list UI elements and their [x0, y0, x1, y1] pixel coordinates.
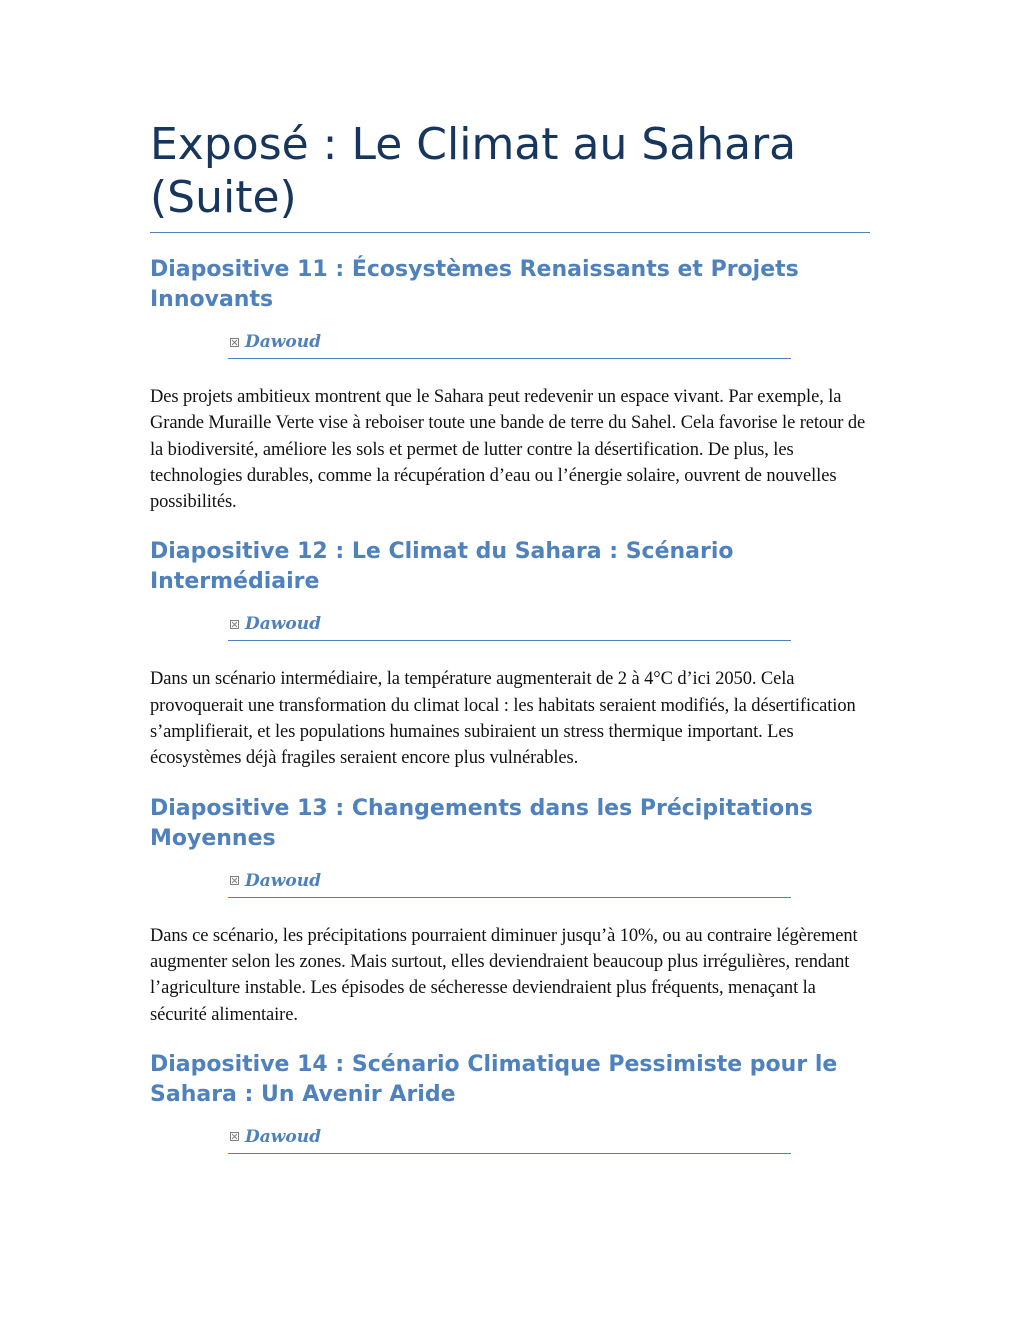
- author-name: Dawoud: [245, 332, 321, 352]
- author-name: Dawoud: [245, 870, 321, 891]
- section-text: Dans ce scénario, les précipitations pourraient diminuer jusqu’à 10%, ou au contraire légèrement augmenter selon les zones. Mais surtout, elles deviendraient beaucoup plus irrégulières, rendant l’agriculture instable. Les épisodes de sécheresse deviendraient plus fréquents, menaçant la sécurité alimentaire.: [150, 925, 858, 1025]
- section-heading: Diapositive 11 : Écosystèmes Renaissants et Projets Innovants: [150, 257, 799, 312]
- broken-image-icon: [230, 620, 239, 629]
- author-name: Dawoud: [245, 1126, 321, 1147]
- section-text: Dans un scénario intermédiaire, la température augmenterait de 2 à 4°C d’ici 2050. Cela provoquerait une transformation du climat local : les habitats seraient modifiés, la désertification s’amplifierait, et les populations humaines subiraient un stress thermique important. Les écosystèmes déjà fragiles seraient encore plus vulnérables.: [150, 669, 856, 769]
- section-heading: Diapositive 12 : Le Climat du Sahara : Scénario Intermédiaire: [150, 539, 734, 595]
- author-name: Dawoud: [245, 614, 321, 635]
- broken-image-icon: [230, 338, 239, 347]
- section-slide-12: [150, 537, 870, 771]
- section-text: Des projets ambitieux montrent que le Sahara peut redevenir un espace vivant. Par exemple, la Grande Muraille Verte vise à reboiser toute une bande de terre du Sahel. Cela favorise le retour de la biodiversité, améliore les sols et permet de lutter contre la désertification. De plus, les technologies durables, comme la récupération d’eau ou l’énergie solaire, ouvrent de nouvelles possibilités.: [150, 387, 866, 513]
- author-line: [228, 1127, 791, 1154]
- document-title: Exposé : Le Climat au Sahara (Suite): [150, 118, 870, 233]
- document-page: [150, 118, 870, 1154]
- author-line: [228, 332, 791, 359]
- section-heading: Diapositive 14 : Scénario Climatique Pessimiste pour le Sahara : Un Avenir Aride: [150, 1051, 838, 1107]
- broken-image-icon: [230, 1132, 239, 1141]
- section-slide-13: [150, 794, 870, 1028]
- broken-image-icon: [230, 876, 239, 885]
- author-line: [228, 871, 791, 898]
- section-slide-14: [150, 1050, 870, 1154]
- section-heading: Diapositive 13 : Changements dans les Précipitations Moyennes: [150, 795, 813, 851]
- author-line: [228, 614, 791, 641]
- section-slide-11: [150, 255, 870, 515]
